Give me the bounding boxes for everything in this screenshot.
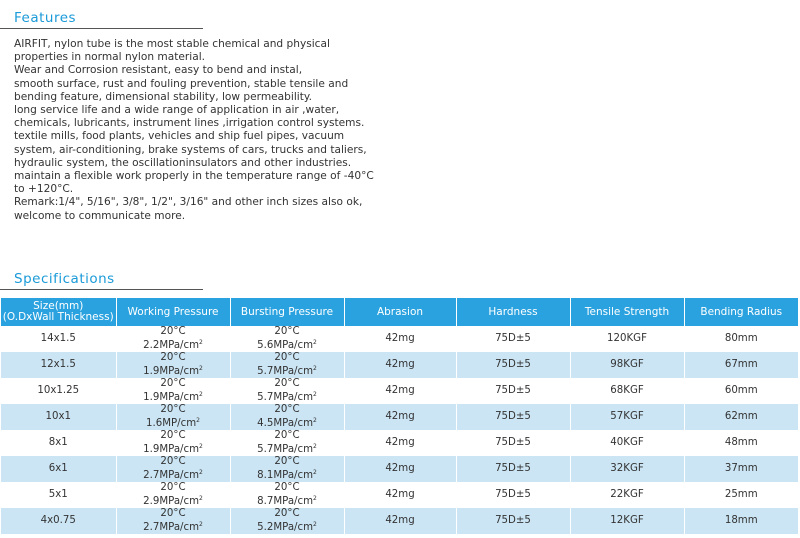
- cell-working-pressure-value: 2.7MPa/cm: [143, 521, 200, 533]
- cell-bursting-pressure-value-line: [231, 390, 344, 404]
- cell-working-pressure-temperature: 20°C: [160, 482, 186, 493]
- features-line: welcome to communicate more.: [14, 209, 186, 222]
- cell-bursting-pressure-temperature: 20°C: [274, 430, 300, 441]
- cell-size: 12x1.5: [1, 352, 116, 378]
- features-line: to +120°C.: [14, 183, 74, 196]
- header-size-line2: (O.DxWall Thickness): [2, 311, 114, 323]
- table-row: [1, 430, 798, 456]
- cell-hardness: 75D±5: [456, 404, 570, 430]
- cell-bursting-pressure-value: 5.7MPa/cm: [257, 443, 314, 455]
- header-bending-radius: Bending Radius: [684, 298, 798, 326]
- cell-tensile-strength: 32KGF: [570, 456, 684, 482]
- cell-working-pressure-value-line: [117, 520, 230, 534]
- features-line: chemicals, lubricants, instrument lines ,irrigation control systems.: [14, 117, 365, 130]
- cell-bursting-pressure-value-line: [231, 520, 344, 534]
- cell-bursting-pressure-value-line: [231, 416, 344, 430]
- table-header-row: [1, 298, 798, 326]
- cell-bursting-pressure-unit-superscript: 2: [313, 468, 317, 476]
- cell-bursting-pressure-value: 5.7MPa/cm: [257, 391, 314, 403]
- table-row: [1, 352, 798, 378]
- cell-abrasion: 42mg: [344, 456, 456, 482]
- specifications-table-body: [1, 326, 798, 534]
- cell-working-pressure-temperature: 20°C: [160, 456, 186, 467]
- cell-bending-radius: 60mm: [684, 378, 798, 404]
- cell-working-pressure-value: 1.9MPa/cm: [143, 391, 200, 403]
- cell-working-pressure-temperature: 20°C: [160, 508, 186, 519]
- cell-bursting-pressure: [230, 508, 344, 534]
- cell-working-pressure-unit-superscript: 2: [199, 520, 203, 528]
- cell-bending-radius: 37mm: [684, 456, 798, 482]
- cell-working-pressure-temperature: 20°C: [160, 404, 186, 415]
- cell-bending-radius: 62mm: [684, 404, 798, 430]
- cell-size: 4x0.75: [1, 508, 116, 534]
- cell-bursting-pressure: [230, 482, 344, 508]
- cell-bursting-pressure-value: 8.7MPa/cm: [257, 495, 314, 507]
- cell-tensile-strength: 57KGF: [570, 404, 684, 430]
- cell-bending-radius: 67mm: [684, 352, 798, 378]
- table-row: [1, 404, 798, 430]
- cell-bursting-pressure-value-line: [231, 468, 344, 482]
- cell-bursting-pressure-value-line: [231, 338, 344, 352]
- cell-working-pressure-value: 1.9MPa/cm: [143, 365, 200, 377]
- cell-working-pressure-value-line: [117, 390, 230, 404]
- cell-hardness: 75D±5: [456, 430, 570, 456]
- cell-working-pressure-value: 2.2MPa/cm: [143, 339, 200, 351]
- cell-working-pressure: [116, 378, 230, 404]
- cell-tensile-strength: 120KGF: [570, 326, 684, 352]
- table-row: [1, 482, 798, 508]
- cell-bursting-pressure-temperature: 20°C: [274, 456, 300, 467]
- cell-working-pressure: [116, 352, 230, 378]
- specifications-heading-underline: [0, 289, 203, 290]
- cell-hardness: 75D±5: [456, 456, 570, 482]
- cell-working-pressure-value-line: [117, 416, 230, 430]
- cell-hardness: 75D±5: [456, 352, 570, 378]
- cell-working-pressure: [116, 508, 230, 534]
- cell-abrasion: 42mg: [344, 378, 456, 404]
- header-size-line1: Size(mm): [33, 300, 84, 312]
- cell-bursting-pressure-value: 5.2MPa/cm: [257, 521, 314, 533]
- cell-size: 6x1: [1, 456, 116, 482]
- cell-bursting-pressure-value-line: [231, 494, 344, 508]
- cell-bursting-pressure-unit-superscript: 2: [313, 390, 317, 398]
- cell-bending-radius: 25mm: [684, 482, 798, 508]
- cell-size: 14x1.5: [1, 326, 116, 352]
- cell-working-pressure: [116, 430, 230, 456]
- cell-working-pressure: [116, 326, 230, 352]
- cell-abrasion: 42mg: [344, 352, 456, 378]
- header-tensile-strength: Tensile Strength: [570, 298, 684, 326]
- cell-bursting-pressure-value: 5.6MPa/cm: [257, 339, 314, 351]
- cell-bursting-pressure-unit-superscript: 2: [313, 442, 317, 450]
- features-description: [14, 38, 404, 223]
- features-line: Remark:1/4", 5/16", 3/8", 1/2", 3/16" and other inch sizes also ok,: [14, 196, 363, 209]
- cell-abrasion: 42mg: [344, 430, 456, 456]
- cell-bursting-pressure-unit-superscript: 2: [313, 416, 317, 424]
- cell-working-pressure-temperature: 20°C: [160, 352, 186, 363]
- cell-bursting-pressure: [230, 404, 344, 430]
- cell-working-pressure-temperature: 20°C: [160, 430, 186, 441]
- table-row: [1, 508, 798, 534]
- cell-bursting-pressure: [230, 456, 344, 482]
- cell-abrasion: 42mg: [344, 482, 456, 508]
- cell-abrasion: 42mg: [344, 326, 456, 352]
- cell-working-pressure-temperature: 20°C: [160, 326, 186, 337]
- cell-bursting-pressure-value-line: [231, 442, 344, 456]
- cell-bursting-pressure-value: 5.7MPa/cm: [257, 365, 314, 377]
- cell-working-pressure-value-line: [117, 338, 230, 352]
- features-line: hydraulic system, the oscillationinsulators and other industries.: [14, 156, 352, 169]
- features-line: smooth surface, rust and fouling prevention, stable tensile and: [14, 77, 349, 90]
- features-heading-underline: [0, 28, 203, 29]
- table-row: [1, 378, 798, 404]
- features-line: AIRFIT, nylon tube is the most stable chemical and physical: [14, 38, 330, 50]
- features-line: maintain a flexible work properly in the temperature range of -40°C: [14, 170, 374, 183]
- cell-working-pressure: [116, 404, 230, 430]
- cell-working-pressure-unit-superscript: 2: [199, 494, 203, 502]
- cell-working-pressure: [116, 482, 230, 508]
- cell-size: 10x1: [1, 404, 116, 430]
- cell-working-pressure-value: 2.9MPa/cm: [143, 495, 200, 507]
- specifications-table: [1, 298, 798, 534]
- features-line: textile mills, food plants, vehicles and ship fuel pipes, vacuum: [14, 130, 345, 143]
- cell-bursting-pressure-unit-superscript: 2: [313, 494, 317, 502]
- specifications-heading: Specifications: [14, 271, 115, 287]
- cell-working-pressure-value-line: [117, 494, 230, 508]
- cell-hardness: 75D±5: [456, 482, 570, 508]
- cell-bursting-pressure-temperature: 20°C: [274, 326, 300, 337]
- cell-abrasion: 42mg: [344, 508, 456, 534]
- cell-working-pressure-value: 1.9MPa/cm: [143, 443, 200, 455]
- cell-working-pressure-unit-superscript: 2: [199, 364, 203, 372]
- table-row: [1, 456, 798, 482]
- cell-working-pressure-value: 2.7MPa/cm: [143, 469, 200, 481]
- cell-working-pressure-unit-superscript: 2: [199, 442, 203, 450]
- cell-working-pressure-value: 1.6MP/cm: [146, 417, 197, 429]
- cell-bursting-pressure-temperature: 20°C: [274, 352, 300, 363]
- features-line: Wear and Corrosion resistant, easy to bend and instal,: [14, 64, 303, 77]
- cell-working-pressure-value-line: [117, 442, 230, 456]
- cell-working-pressure-unit-superscript: 2: [196, 416, 200, 424]
- cell-bursting-pressure: [230, 430, 344, 456]
- cell-bursting-pressure: [230, 326, 344, 352]
- cell-working-pressure-value-line: [117, 364, 230, 378]
- cell-tensile-strength: 68KGF: [570, 378, 684, 404]
- cell-hardness: 75D±5: [456, 326, 570, 352]
- cell-size: 8x1: [1, 430, 116, 456]
- cell-bending-radius: 80mm: [684, 326, 798, 352]
- header-size: [1, 298, 116, 326]
- table-row: [1, 326, 798, 352]
- cell-bending-radius: 18mm: [684, 508, 798, 534]
- cell-bursting-pressure-temperature: 20°C: [274, 482, 300, 493]
- cell-hardness: 75D±5: [456, 378, 570, 404]
- features-line: properties in normal nylon material.: [14, 51, 206, 64]
- cell-bursting-pressure: [230, 352, 344, 378]
- cell-working-pressure-unit-superscript: 2: [199, 338, 203, 346]
- cell-bursting-pressure-value-line: [231, 364, 344, 378]
- features-line: system, air-conditioning, brake systems of cars, trucks and taliers,: [14, 143, 367, 156]
- cell-bursting-pressure: [230, 378, 344, 404]
- cell-bursting-pressure-unit-superscript: 2: [313, 520, 317, 528]
- cell-working-pressure: [116, 456, 230, 482]
- cell-hardness: 75D±5: [456, 508, 570, 534]
- cell-size: 5x1: [1, 482, 116, 508]
- cell-bursting-pressure-value: 8.1MPa/cm: [257, 469, 314, 481]
- cell-size: 10x1.25: [1, 378, 116, 404]
- header-bursting-pressure: Bursting Pressure: [230, 298, 344, 326]
- cell-tensile-strength: 40KGF: [570, 430, 684, 456]
- cell-bending-radius: 48mm: [684, 430, 798, 456]
- cell-tensile-strength: 12KGF: [570, 508, 684, 534]
- features-line: long service life and a wide range of application in air ,water,: [14, 104, 340, 117]
- cell-tensile-strength: 98KGF: [570, 352, 684, 378]
- cell-bursting-pressure-temperature: 20°C: [274, 404, 300, 415]
- cell-bursting-pressure-temperature: 20°C: [274, 378, 300, 389]
- cell-working-pressure-value-line: [117, 468, 230, 482]
- cell-working-pressure-temperature: 20°C: [160, 378, 186, 389]
- cell-bursting-pressure-temperature: 20°C: [274, 508, 300, 519]
- header-abrasion: Abrasion: [344, 298, 456, 326]
- cell-abrasion: 42mg: [344, 404, 456, 430]
- features-heading: Features: [14, 10, 77, 26]
- header-working-pressure: Working Pressure: [116, 298, 230, 326]
- cell-tensile-strength: 22KGF: [570, 482, 684, 508]
- cell-bursting-pressure-unit-superscript: 2: [313, 364, 317, 372]
- cell-bursting-pressure-unit-superscript: 2: [313, 338, 317, 346]
- cell-bursting-pressure-value: 4.5MPa/cm: [257, 417, 314, 429]
- features-line: bending feature, dimensional stability, low permeability.: [14, 90, 312, 103]
- cell-working-pressure-unit-superscript: 2: [199, 468, 203, 476]
- header-hardness: Hardness: [456, 298, 570, 326]
- cell-working-pressure-unit-superscript: 2: [199, 390, 203, 398]
